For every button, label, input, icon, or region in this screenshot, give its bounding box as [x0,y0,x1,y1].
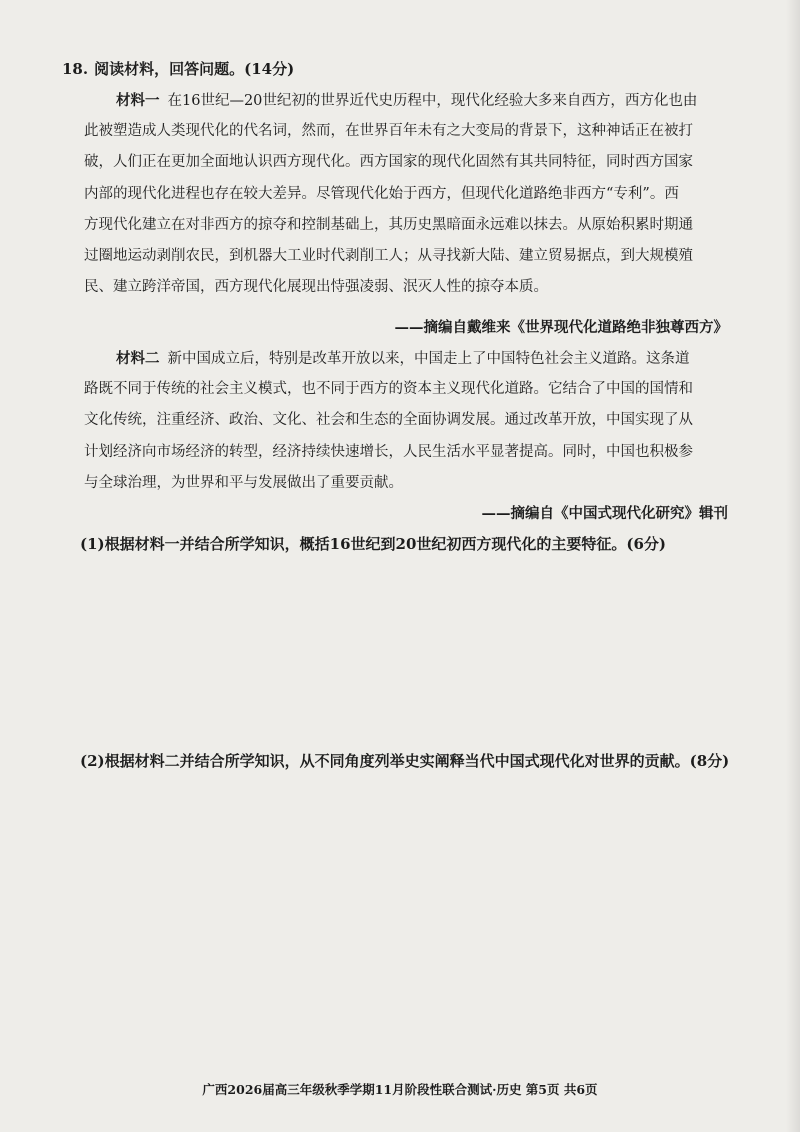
material2-line: 材料二 新中国成立后，特别是改革开放以来，中国走上了中国特色社会主义道路。这条道 [116,350,690,367]
material2-line: 路既不同于传统的社会主义模式，也不同于西方的资本主义现代化道路。它结合了中国的国情和 [84,381,693,398]
question-instruction: 阅读材料，回答问题。(14分) [94,60,295,78]
scan-edge-shadow [786,0,800,1132]
material1-line: 破，人们正在更加全面地认识西方现代化。西方国家的现代化固然有其共同特征，同时西方国家 [84,154,693,171]
material1-label: 材料一 [116,92,160,109]
sub-question-1: (1)根据材料一并结合所学知识，概括16世纪到20世纪初西方现代化的主要特征。(6分) [80,535,667,553]
page-footer: 广西2026届高三年级秋季学期11月阶段性联合测试·历史 第5页 共6页 [202,1082,598,1097]
sub-question-2: (2)根据材料二并结合所学知识，从不同角度列举史实阐释当代中国式现代化对世界的贡献。(8分) [80,752,730,770]
question-number: 18. [62,60,89,78]
material2-line: 文化传统，注重经济、政治、文化、社会和生态的全面协调发展。通过改革开放，中国实现了从 [84,412,693,429]
material1-paragraph [84,85,697,303]
material1-source: ——摘编自戴维来《世界现代化道路绝非独尊西方》 [394,319,728,336]
material1-line: 内部的现代化进程也存在较大差异。尽管现代化始于西方，但现代化道路绝非西方“专利”。西 [84,185,679,202]
question-header [62,58,294,79]
material1-line: 此被塑造成人类现代化的代名词，然而，在世界百年未有之大变局的背景下，这种神话正在被打 [84,123,693,140]
material2-paragraph [84,343,693,499]
material1-line: 方现代化建立在对非西方的掠夺和控制基础上，其历史黑暗面永远难以抹去。从原始积累时期通 [84,216,693,233]
material1-line: 民、建立跨洋帝国，西方现代化展现出恃强凌弱、泯灭人性的掠夺本质。 [84,279,548,296]
material1-line: 过圈地运动剥削农民，到机器大工业时代剥削工人；从寻找新大陆、建立贸易据点，到大规模殖 [84,247,693,264]
material2-source: ——摘编自《中国式现代化研究》辑刊 [481,505,728,522]
material2-label: 材料二 [116,350,160,367]
material2-line: 与全球治理，为世界和平与发展做出了重要贡献。 [84,474,403,491]
material2-line: 计划经济向市场经济的转型，经济持续快速增长，人民生活水平显著提高。同时，中国也积极参 [84,443,693,460]
material1-line: 材料一 在16世纪—20世纪初的世界近代史历程中，现代化经验大多来自西方，西方化也由 [116,92,698,109]
